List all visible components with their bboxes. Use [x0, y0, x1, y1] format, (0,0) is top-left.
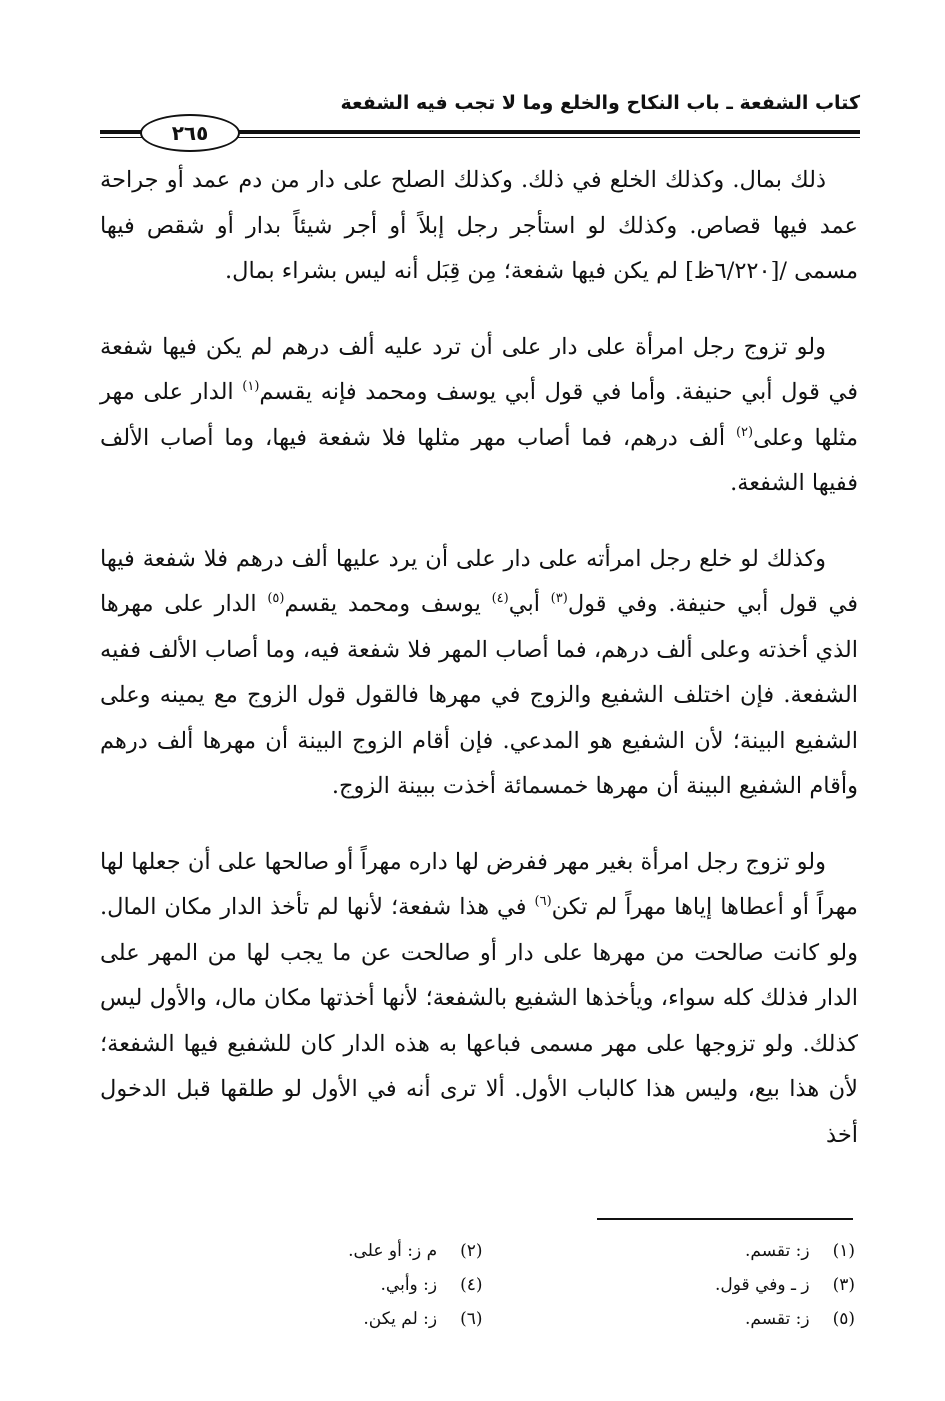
text-run: الدار على مهر مثلها وعلى — [100, 379, 858, 451]
page-header — [100, 92, 860, 152]
text-run: أبي — [508, 591, 551, 617]
footnote-number: (٥) — [832, 1309, 855, 1329]
text-run: في هذا شفعة؛ لأنها لم تأخذ الدار مكان المال. ولو كانت صالحت من مهرها على دار أو صالحت عن ما يجب لها من المهر على الدار فذلك كله سواء، ويأخذها الشفيع بالشفعة؛ لأنها أخذتها مكان مال، والأول ليس كذلك. ولو تزوجها على مهر مسمى فباعها به هذه الدار كان للشفيع فيها الشفعة؛ لأن هذا بيع، وليس هذا كالباب الأول. ألا ترى أنه في الأول لو طلقها قبل الدخول أخذ — [100, 894, 858, 1148]
footnote-number: (٦) — [460, 1309, 483, 1329]
footnote-ref: (٦) — [534, 894, 552, 909]
footnote-text: ز: تقسم. — [745, 1309, 810, 1329]
footnote — [150, 1270, 483, 1300]
footnote-ref: (٤) — [491, 591, 509, 606]
footnote-text: ز: وأبي. — [380, 1275, 438, 1295]
footnote — [523, 1236, 856, 1266]
paragraph — [100, 158, 858, 295]
text-run: وكذلك لو خلع رجل امرأته على دار على أن يرد عليها ألف درهم فلا شفعة فيها في قول أبي حنيفة. وفي قول — [100, 545, 859, 617]
footnote-ref: (٢) — [735, 424, 754, 440]
paragraph — [100, 325, 858, 507]
text-run: الدار على مهرها الذي أخذته وعلى ألف درهم، فما أصاب المهر فلا شفعة فيه، وما أصاب الألف ففيه الشفعة. فإن اختلف الشفيع والزوج في مهرها فالقول قول الزوج مع يمينه وعلى الشفيع البينة؛ لأن الشفيع هو المدعي. فإن أقام الزوج البينة أن مهرها ألف درهم وأقام الشفيع البينة أن مهرها خمسمائة أخذت ببينة الزوج. — [100, 591, 858, 799]
page-number: ٢٦٥ — [140, 114, 240, 152]
text-run: يوسف ومحمد يقسم — [284, 591, 492, 617]
footnotes — [150, 1236, 855, 1334]
text-run: ألف درهم، فما أصاب مهر مثلها فلا شفعة فيها، وما أصاب الألف ففيها الشفعة. — [100, 424, 858, 496]
footnote-ref: (٥) — [267, 591, 285, 606]
main-text — [100, 158, 858, 1188]
text-run: ولو تزوج رجل امرأة بغير مهر ففرض لها داره مهراً أو صالحها على أن جعلها لها مهراً أو أعطاها إياها مهراً لم تكن — [100, 848, 858, 920]
paragraph — [100, 840, 858, 1159]
footnote-number: (٢) — [460, 1241, 483, 1261]
paragraph — [100, 537, 858, 810]
footnote-number: (٣) — [832, 1275, 855, 1295]
footnote-number: (١) — [832, 1241, 855, 1261]
text-run: ولو تزوج رجل امرأة على دار على أن ترد عليه ألف درهم لم يكن فيها شفعة في قول أبي حنيفة. وأما في قول أبي يوسف ومحمد فإنه يقسم — [100, 333, 858, 405]
footnote-text: ز ـ وفي قول. — [715, 1275, 810, 1295]
footnote-ref: (١) — [242, 379, 260, 394]
footnote-ref: (٣) — [550, 591, 568, 606]
footnote — [150, 1236, 483, 1266]
footnote-text: ز: تقسم. — [745, 1241, 810, 1261]
footnote-text: ز: لم يكن. — [363, 1309, 438, 1329]
footnote — [523, 1270, 856, 1300]
footnote-number: (٤) — [460, 1275, 483, 1295]
footnote-text: م ز: أو على. — [348, 1241, 438, 1261]
running-title: كتاب الشفعة ـ باب النكاح والخلع وما لا تجب فيه الشفعة — [340, 92, 860, 114]
text-run: ذلك بمال. وكذلك الخلع في ذلك. وكذلك الصلح على دار من دم عمد أو جراحة عمد فيها قصاص. وكذلك لو استأجر رجل إبلاً أو أجر شيئاً بدار أو شقص فيها مسمى /[٦/٢٢٠ظ] لم يكن فيها شفعة؛ مِن قِبَل أنه ليس بشراء بمال. — [100, 167, 858, 284]
footnote — [150, 1304, 483, 1334]
footnote-separator — [597, 1218, 853, 1220]
footnote — [523, 1304, 856, 1334]
